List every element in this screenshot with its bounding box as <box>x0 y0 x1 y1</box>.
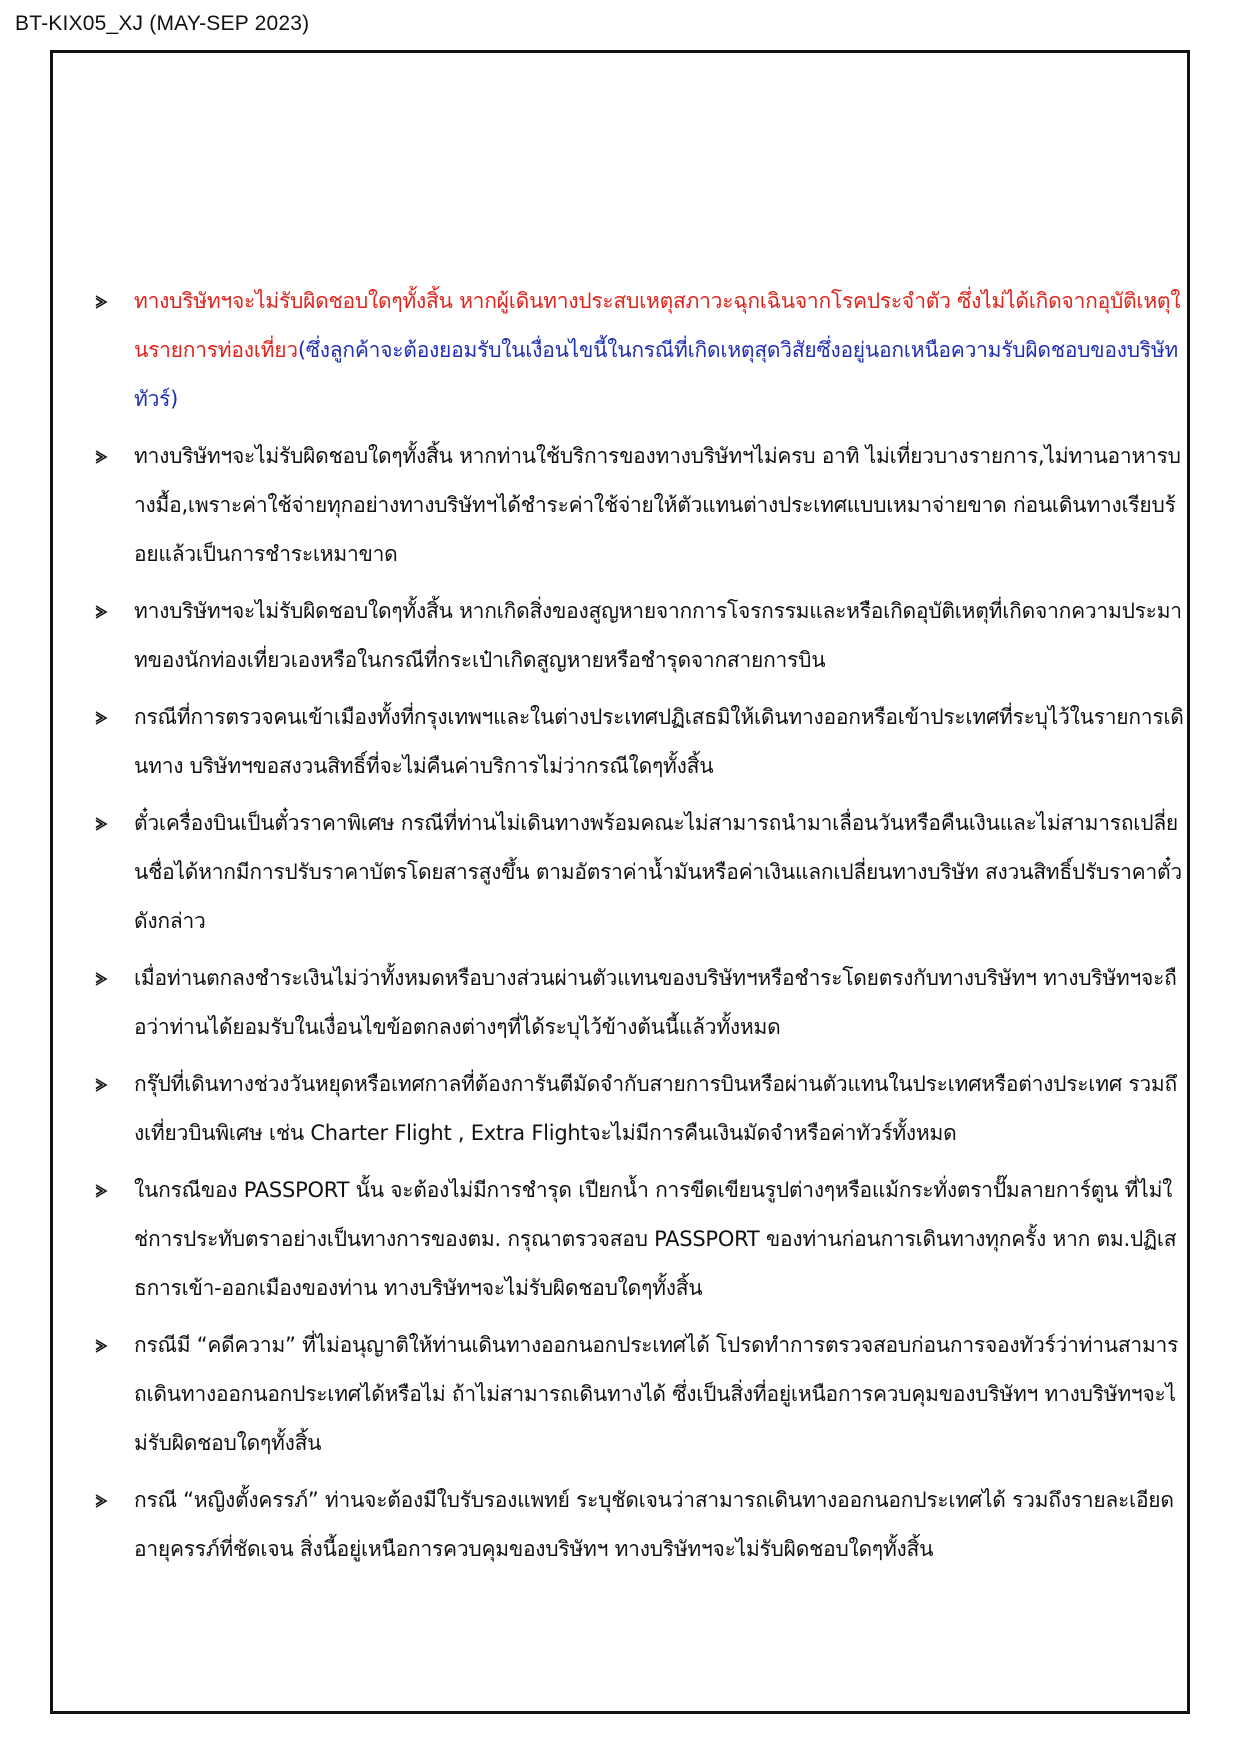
term-text: ตั๋วเครื่องบินเป็นตั๋วราคาพิเศษ กรณีที่ท่านไม่เดินทางพร้อมคณะไม่สามารถนำมาเลื่อนวันหรือคืนเงินและไม่สามารถเปลี่ยนชื่อได้หากมีการปรับราคาบัตรโดยสารสูงขึ้น ตามอัตราค่าน้ำมันหรือค่าเงินแลกเปลี่ยนทางบริษัท สงวนสิทธิ์ปรับราคาตั๋วดังกล่าว <box>134 811 1182 933</box>
term-item <box>90 693 1185 791</box>
arrow-bullet-icon <box>94 1494 108 1508</box>
term-text: เมื่อท่านตกลงชำระเงินไม่ว่าทั้งหมดหรือบางส่วนผ่านตัวแทนของบริษัทฯหรือชำระโดยตรงกับทางบริษัทฯ ทางบริษัทฯจะถือว่าท่านได้ยอมรับในเงื่อนไขข้อตกลงต่างๆที่ได้ระบุไว้ข้างต้นนี้แล้วทั้งหมด <box>134 966 1177 1039</box>
term-item <box>90 1060 1185 1158</box>
term-text: กรุ๊ปที่เดินทางช่วงวันหยุดหรือเทศกาลที่ต้องการันตีมัดจำกับสายการบินหรือผ่านตัวแทนในประเทศหรือต่างประเทศ รวมถึงเที่ยวบินพิเศษ เช่น Charter Flight , Extra Flightจะไม่มีการคืนเงินมัดจำหรือค่าทัวร์ทั้งหมด <box>134 1072 1177 1145</box>
term-text <box>134 277 1185 424</box>
term-text-red: ทางบริษัทฯจะไม่รับผิดชอบใดๆทั้งสิ้น หากผู้เดินทางประสบเหตุสภาวะฉุกเฉินจากโรคประจำตัว ซึ่งไม่ได้เกิดจากอุบัติเหตุในรายการท่องเที่ยว <box>134 289 1181 362</box>
arrow-bullet-icon <box>94 1339 108 1353</box>
term-item <box>90 1166 1185 1313</box>
arrow-bullet-icon <box>94 1078 108 1092</box>
term-text: กรณี “หญิงตั้งครรภ์” ท่านจะต้องมีใบรับรองแพทย์ ระบุชัดเจนว่าสามารถเดินทางออกนอกประเทศได้ รวมถึงรายละเอียดอายุครรภ์ที่ชัดเจน สิ่งนี้อยู่เหนือการควบคุมของบริษัทฯ ทางบริษัทฯจะไม่รับผิดชอบใดๆทั้งสิ้น <box>134 1488 1174 1561</box>
arrow-bullet-icon <box>94 711 108 725</box>
terms-list <box>90 277 1185 1582</box>
term-item <box>90 799 1185 946</box>
arrow-bullet-icon <box>94 972 108 986</box>
arrow-bullet-icon <box>94 605 108 619</box>
arrow-bullet-icon <box>94 295 108 309</box>
term-item <box>90 277 1185 424</box>
term-text: กรณีมี “คดีความ” ที่ไม่อนุญาติให้ท่านเดินทางออกนอกประเทศได้ โปรดทำการตรวจสอบก่อนการจองทัวร์ว่าท่านสามารถเดินทางออกนอกประเทศได้หรือไม่ ถ้าไม่สามารถเดินทางได้ ซึ่งเป็นสิ่งที่อยู่เหนือการควบคุมของบริษัทฯ ทางบริษัทฯจะไม่รับผิดชอบใดๆทั้งสิ้น <box>134 1333 1179 1455</box>
term-text: ทางบริษัทฯจะไม่รับผิดชอบใดๆทั้งสิ้น หากท่านใช้บริการของทางบริษัทฯไม่ครบ อาทิ ไม่เที่ยวบางรายการ,ไม่ทานอาหารบางมื้อ,เพราะค่าใช้จ่ายทุกอย่างทางบริษัทฯได้ชำระค่าใช้จ่ายให้ตัวแทนต่างประเทศแบบเหมาจ่ายขาด ก่อนเดินทางเรียบร้อยแล้วเป็นการชำระเหมาขาด <box>134 444 1181 566</box>
document-code: BT-KIX05_XJ (MAY-SEP 2023) <box>15 12 310 35</box>
term-text-blue: (ซึ่งลูกค้าจะต้องยอมรับในเงื่อนไขนี้ในกรณีที่เกิดเหตุสุดวิสัยซึ่งอยู่นอกเหนือความรับผิดชอบของบริษัททัวร์) <box>134 338 1179 411</box>
arrow-bullet-icon <box>94 450 108 464</box>
term-text: ในกรณีของ PASSPORT นั้น จะต้องไม่มีการชำรุด เปียกน้ำ การขีดเขียนรูปต่างๆหรือแม้กระทั่งตราปั๊มลายการ์ตูน ที่ไม่ใช่การประทับตราอย่างเป็นทางการของตม. กรุณาตรวจสอบ PASSPORT ของท่านก่อนการเดินทางทุกครั้ง หาก ตม.ปฏิเสธการเข้า-ออกเมืองของท่าน ทางบริษัทฯจะไม่รับผิดชอบใดๆทั้งสิ้น <box>134 1178 1177 1300</box>
arrow-bullet-icon <box>94 1184 108 1198</box>
term-item <box>90 432 1185 579</box>
term-item <box>90 1321 1185 1468</box>
term-text: กรณีที่การตรวจคนเข้าเมืองทั้งที่กรุงเทพฯและในต่างประเทศปฏิเสธมิให้เดินทางออกหรือเข้าประเทศที่ระบุไว้ในรายการเดินทาง บริษัทฯขอสงวนสิทธิ์ที่จะไม่คืนค่าบริการไม่ว่ากรณีใดๆทั้งสิ้น <box>134 705 1184 778</box>
term-item <box>90 954 1185 1052</box>
term-item <box>90 587 1185 685</box>
term-text: ทางบริษัทฯจะไม่รับผิดชอบใดๆทั้งสิ้น หากเกิดสิ่งของสูญหายจากการโจรกรรมและหรือเกิดอุบัติเหตุที่เกิดจากความประมาทของนักท่องเที่ยวเองหรือในกรณีที่กระเป๋าเกิดสูญหายหรือชำรุดจากสายการบิน <box>134 599 1182 672</box>
term-item <box>90 1476 1185 1574</box>
arrow-bullet-icon <box>94 817 108 831</box>
